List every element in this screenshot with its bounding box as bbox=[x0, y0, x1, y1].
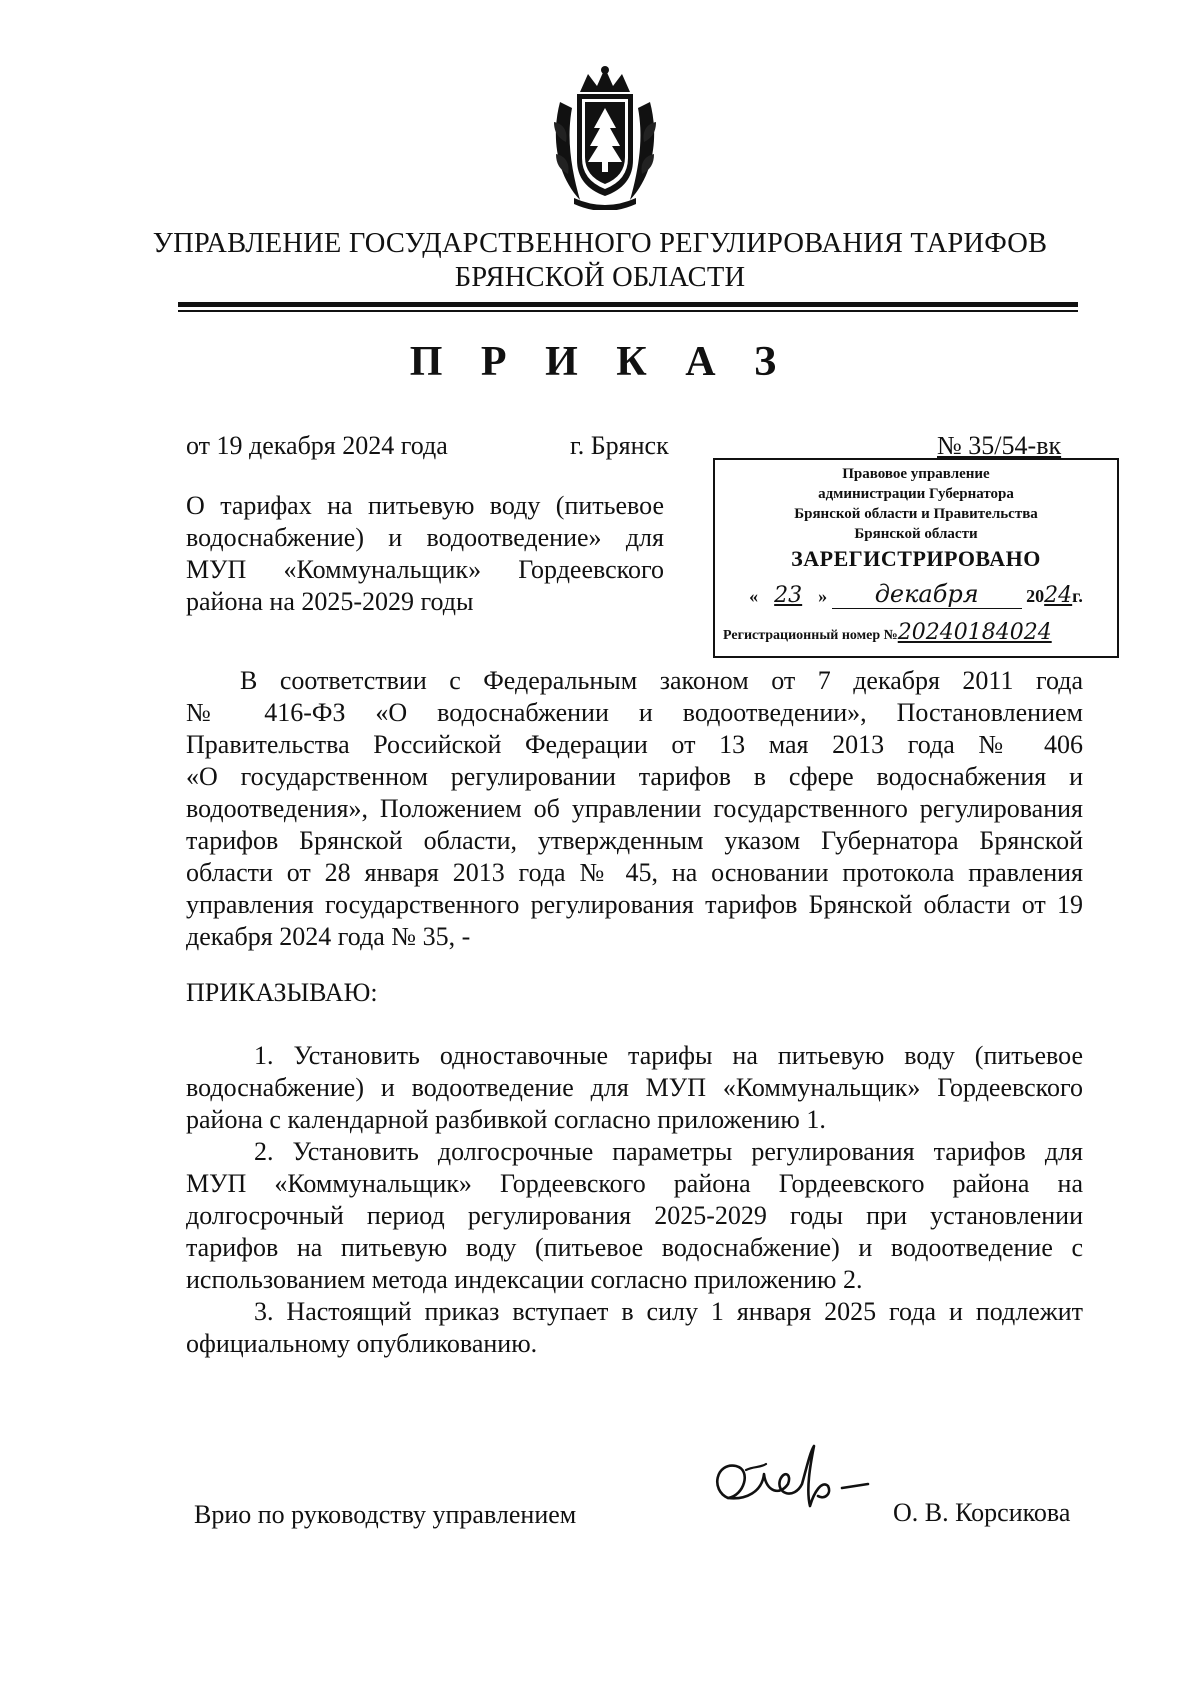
stamp-date-year: 24 bbox=[1044, 583, 1073, 608]
preamble-line: управления государственного регулирования тарифов Брянской области от 19 bbox=[186, 890, 1083, 919]
item-line: тарифов на питьевую воду (питьевое водоснабжение) и водоотведение с bbox=[186, 1233, 1083, 1262]
preamble-line: № 416-ФЗ «О водоснабжении и водоотведении», Постановлением bbox=[186, 698, 1083, 727]
item-line: использованием метода индексации согласно приложению 2. bbox=[186, 1265, 863, 1294]
item-line: официальному опубликованию. bbox=[186, 1329, 538, 1358]
preamble bbox=[186, 665, 1083, 953]
preamble-line: Правительства Российской Федерации от 13 мая 2013 года № 406 bbox=[186, 730, 1083, 759]
order-subject bbox=[186, 490, 664, 618]
organization-name-line-1: УПРАВЛЕНИЕ ГОСУДАРСТВЕННОГО РЕГУЛИРОВАНИЯ ТАРИФОВ bbox=[152, 228, 1048, 259]
stamp-date-year-prefix: 20 bbox=[1026, 586, 1045, 606]
header-divider-thin bbox=[178, 310, 1078, 312]
signatory-name: О. В. Корсикова bbox=[893, 1498, 1071, 1527]
document-title: П Р И К А З bbox=[409, 339, 791, 385]
stamp-line: администрации Губернатора bbox=[818, 486, 1014, 502]
subject-line: О тарифах на питьевую воду (питьевое bbox=[186, 491, 664, 520]
preamble-line: тарифов Брянской области, утвержденным указом Губернатора Брянской bbox=[186, 826, 1083, 855]
handwritten-signature bbox=[706, 1440, 876, 1530]
order-items bbox=[186, 1040, 1083, 1360]
stamp-reg-value: 20240184024 bbox=[897, 620, 1052, 645]
stamp-registered: ЗАРЕГИСТРИРОВАНО bbox=[791, 546, 1041, 571]
item-line: 2. Установить долгосрочные параметры регулирования тарифов для bbox=[254, 1137, 1083, 1166]
preamble-line: водоотведения», Положением об управлении государственного регулирования bbox=[186, 794, 1083, 823]
item-line: 1. Установить одноставочные тарифы на питьевую воду (питьевое bbox=[254, 1041, 1083, 1070]
subject-line: района на 2025-2029 годы bbox=[186, 587, 474, 616]
organization-name-line-2: БРЯНСКОЙ ОБЛАСТИ bbox=[454, 262, 746, 293]
stamp-date-suffix: г. bbox=[1072, 586, 1083, 606]
item-line: 3. Настоящий приказ вступает в силу 1 января 2025 года и подлежит bbox=[254, 1297, 1083, 1326]
item-line: района с календарной разбивкой согласно приложению 1. bbox=[186, 1105, 826, 1134]
stamp-line: Правовое управление bbox=[842, 466, 990, 482]
item-line: долгосрочный период регулирования 2025-2029 годы при установлении bbox=[186, 1201, 1083, 1230]
stamp-reg-number bbox=[715, 620, 1125, 645]
stamp-reg-label: Регистрационный номер № bbox=[723, 628, 898, 643]
registration-stamp bbox=[713, 458, 1119, 658]
order-word: ПРИКАЗЫВАЮ: bbox=[186, 978, 378, 1007]
item-line: МУП «Коммунальщик» Гордеевского района Гордеевского района на bbox=[186, 1169, 1083, 1198]
signatory-position: Врио по руководству управлением bbox=[194, 1500, 577, 1529]
stamp-date-month: декабря bbox=[832, 580, 1022, 609]
stamp-line: Брянской области bbox=[854, 526, 978, 542]
stamp-date: « 23 » декабря 2024г. bbox=[749, 580, 1083, 608]
subject-line: МУП «Коммунальщик» Гордеевского bbox=[186, 555, 664, 584]
subject-line: водоснабжение) и водоотведение» для bbox=[186, 523, 664, 552]
order-date: от 19 декабря 2024 года bbox=[186, 431, 448, 460]
order-number: № 35/54-вк bbox=[937, 431, 1062, 460]
preamble-line: В соответствии с Федеральным законом от 7 декабря 2011 года bbox=[240, 666, 1083, 695]
stamp-line: Брянской области и Правительства bbox=[794, 506, 1038, 522]
preamble-line: «О государственном регулировании тарифов в сфере водоснабжения и bbox=[186, 762, 1083, 791]
header-divider-thick bbox=[178, 302, 1078, 307]
coat-of-arms-emblem bbox=[550, 62, 660, 210]
order-city: г. Брянск bbox=[570, 431, 669, 460]
preamble-line: декабря 2024 года № 35, - bbox=[186, 922, 471, 951]
item-line: водоснабжение) и водоотведение для МУП «Коммунальщик» Гордеевского bbox=[186, 1073, 1083, 1102]
preamble-line: области от 28 января 2013 года № 45, на основании протокола правления bbox=[186, 858, 1083, 887]
stamp-date-day: 23 bbox=[774, 583, 803, 608]
